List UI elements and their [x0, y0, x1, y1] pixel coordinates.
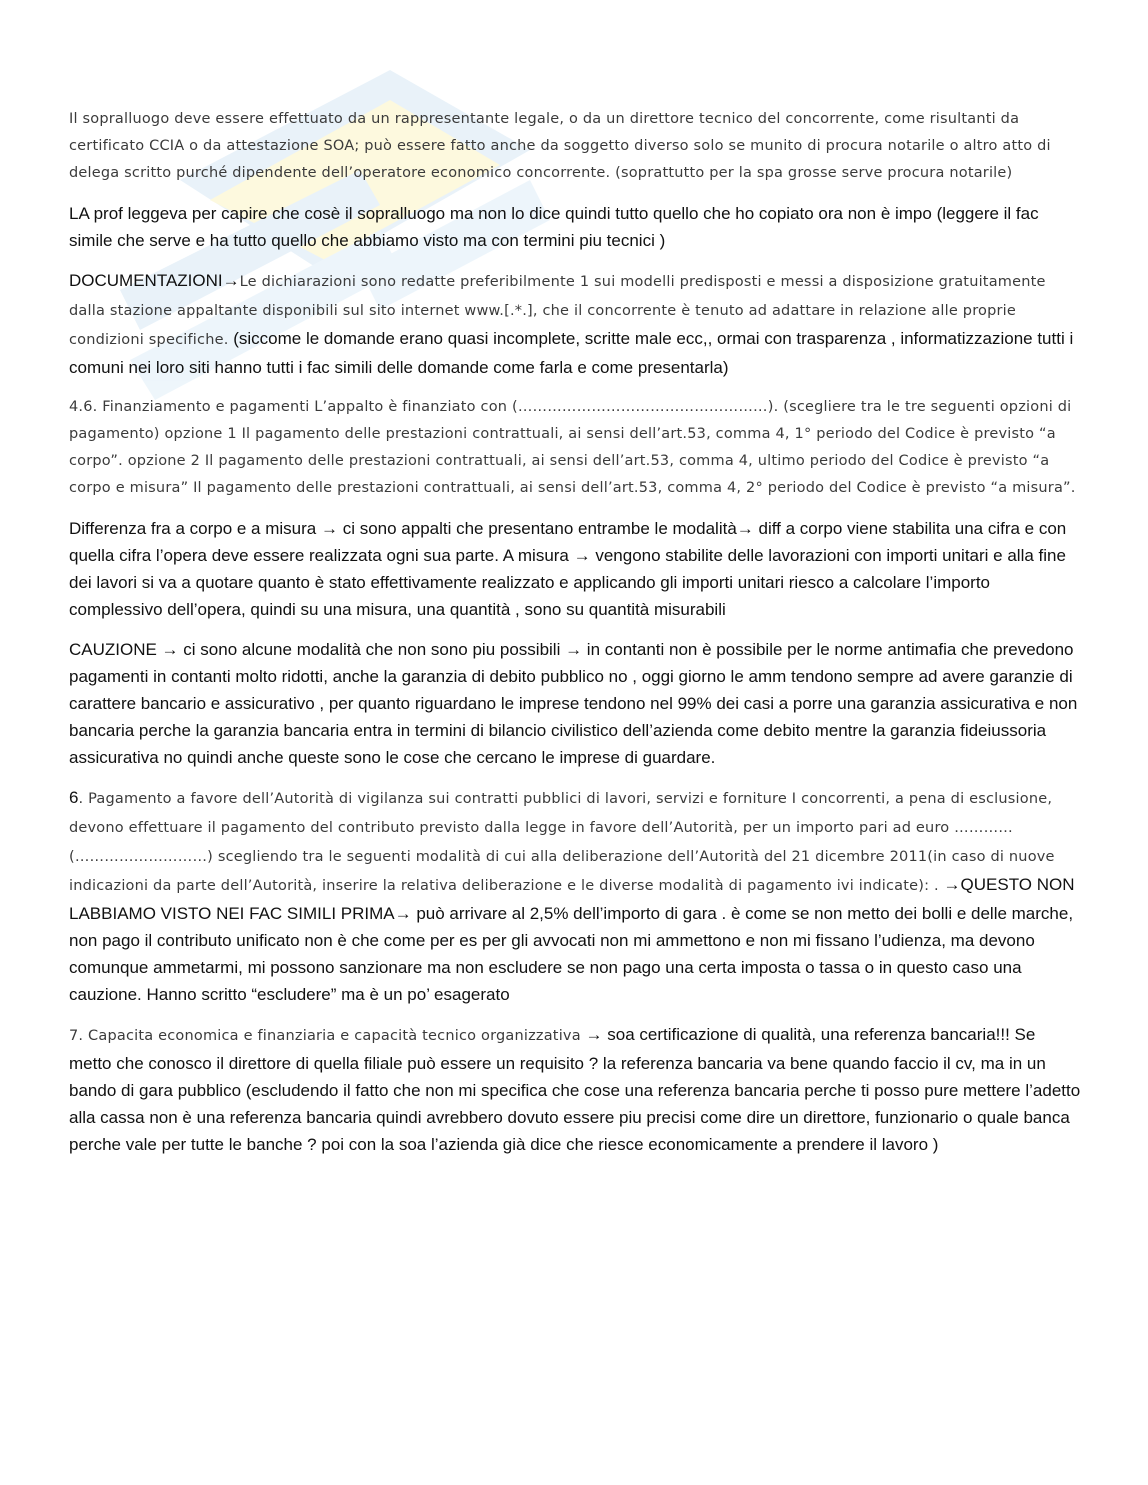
documentazioni-quote: Le dichiarazioni sono redatte preferibilmente 1 sui modelli predisposti e messi a disposizione gratuitamente dalla stazione appaltante disponibili sul sito internet www.[.*.], che il concorrente è tenuto ad adattare in relazione alle proprie condizioni specifiche. [69, 274, 1046, 348]
autorita-note: →QUESTO NON LABBIAMO VISTO NEI FAC SIMILI PRIMA→ può arrivare al 2,5% dell’importo di gara . è come se non metto dei bolli e delle marche, non pago il contributo unificato non è che come per es per gli avvocati non mi ammettono e non mi fissano l’udienza, ma devono comunque ammetarmi, mi possono sanzionare ma non escludere se non pago una certa imposta o tassa o in questo caso una cauzione. Hanno scritto “escludere” ma è un po’ esagerato [69, 875, 1075, 1004]
paragraph-finanziamento-quote: 4.6. Finanziamento e pagamenti L’appalto è finanziato con (……………………………………………). (scegliere tra le tre seguenti opzioni di pagamento) opzione 1 Il pagamento delle prestazioni contrattuali, ai sensi dell’art.53, comma 4, 1° periodo del Codice è previsto “a corpo”. opzione 2 Il pagamento delle prestazioni contrattuali, ai sensi dell’art.53, comma 4, ultimo periodo del Codice è previsto “a corpo e misura” Il pagamento delle prestazioni contrattuali, ai sensi dell’art.53, comma 4, 2° periodo del Codice è previsto “a misura”. [69, 399, 1076, 496]
paragraph-cauzione: CAUZIONE → ci sono alcune modalità che non sono piu possibili → in contanti non è possibile per le norme antimafia che prevedono pagamenti in contanti molto ridotti, anche la garanzia di debito pubblico no , oggi giorno le amm tendono sempre ad avere garanzie di carattere bancario e assicurativo , per quanto riguardano le imprese tendono nel 99% dei casi a porre una garanzia assicurativa e non bancaria perche la garanzia bancaria entra in termini di bilancio civilistico dell’azienda come debito mentre la garanzia fideiussoria assicurativa no quindi anche queste sono le cose che cercano le imprese di guardare. [69, 640, 1078, 767]
notes-body [69, 106, 1081, 1171]
paragraph-autorita [69, 784, 1081, 1008]
section-number: 6 [69, 788, 79, 807]
arrow-icon: → [222, 271, 240, 290]
paragraph-corpo-misura: Differenza fra a corpo e a misura → ci sono appalti che presentano entrambe le modalità→ diff a corpo viene stabilita una cifra e con quella cifra l’opera deve essere realizzata ogni sua parte. A misura → vengono stabilite delle lavorazioni con importi unitari e alla fine dei lavori si va a quotare quanto è stato effettivamente realizzato e applicando gli importi unitari riesco a calcolare l’importo complessivo dell’opera, quindi su una misura, una quantità , sono su quantità misurabili [69, 519, 1067, 619]
documentazioni-label: DOCUMENTAZIONI [69, 271, 223, 290]
capacita-note: → soa certificazione di qualità, una referenza bancaria!!! Se metto che conosco il direttore di quella filiale può essere un requisito ? la referenza bancaria va bene quando faccio il cv, ma in un bando di gara pubblico (escludendo il fatto che non mi specifica che cose una referenza bancaria perche ti posso pure mettere l’adetto alla cassa non è una referenza bancaria quindi avrebbero dovuto essere piu precisi come dire un direttore, funzionario o quale banca perche vale per tutte le banche ? poi con la soa l’azienda già dice che riesce economicamente a prendere il lavoro ) [69, 1025, 1081, 1154]
paragraph-capacita [69, 1021, 1081, 1158]
documentazioni-note: (siccome le domande erano quasi incomplete, scritte male ecc,, ormai con trasparenza , informatizzazione tutti i comuni nei loro siti hanno tutti i fac simili delle domande come farla e come presentarla) [69, 329, 1074, 377]
paragraph-prof-note: LA prof leggeva per capire che cosè il sopralluogo ma non lo dice quindi tutto quello che ho copiato ora non è impo (leggere il fac simile che serve e ha tutto quello che abbiamo visto ma con termini piu tecnici ) [69, 204, 1039, 250]
paragraph-sopralluogo-quote: Il sopralluogo deve essere effettuato da un rappresentante legale, o da un direttore tecnico del concorrente, come risultanti da certificato CCIA o da attestazione SOA; può essere fatto anche da soggetto diverso solo se munito di procura notarile o altro atto di delega scritto purché dipendente dell’operatore economico concorrente. (soprattutto per la spa grosse serve procura notarile) [69, 111, 1051, 181]
paragraph-documentazioni [69, 267, 1081, 381]
autorita-quote: . Pagamento a favore dell’Autorità di vigilanza sui contratti pubblici di lavori, servizi e forniture I concorrenti, a pena di esclusione, devono effettuare il pagamento del contributo previsto dalla legge in favore dell’Autorità, per un importo pari ad euro ………… (………………………) scegliendo tra le seguenti modalità di cui alla deliberazione dell’Autorità del 21 dicembre 2011(in caso di nuove indicazioni da parte dell’Autorità, inserire la relativa deliberazione e le diverse modalità di pagamento ivi indicate): . [69, 791, 1055, 894]
capacita-quote: 7. Capacita economica e finanziaria e capacità tecnico organizzativa [69, 1028, 581, 1044]
